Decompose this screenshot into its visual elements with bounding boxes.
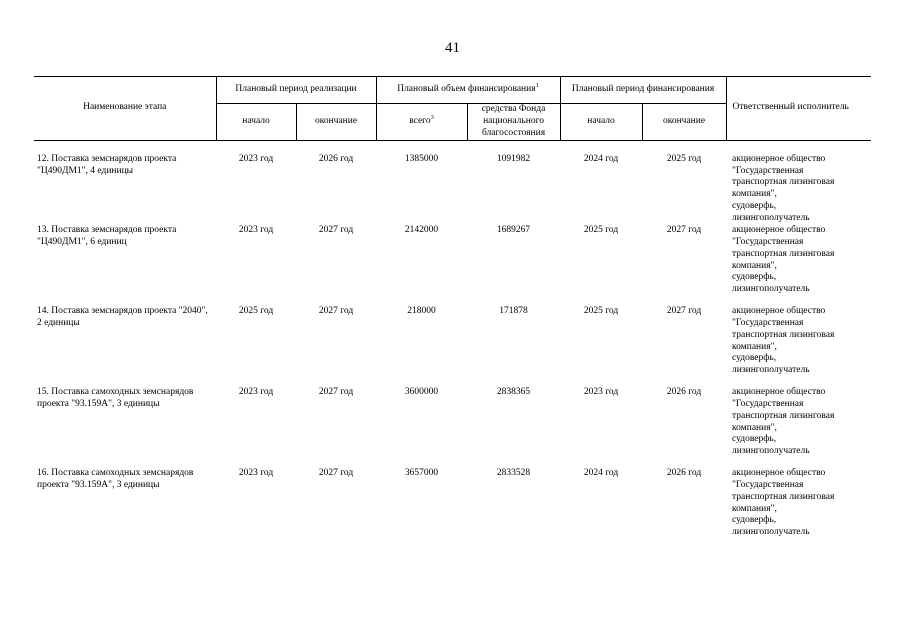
header-impl-period: Плановый период реализации xyxy=(216,77,376,104)
header-impl-start: начало xyxy=(216,104,296,141)
responsible-line: компания", xyxy=(732,422,777,433)
responsible-line: судоверфь, xyxy=(732,515,777,526)
fin-start-cell: 2025 год xyxy=(583,305,619,316)
responsible-line: транспортная лизинговая xyxy=(732,329,835,340)
stage-name-cell: 12. Поставка земснарядов проекта "Ц490ДМ1", 4 единицы xyxy=(37,153,177,176)
responsible-line: лизингополучатель xyxy=(732,213,810,223)
responsible-line: транспортная лизинговая xyxy=(732,177,835,188)
responsible-line: судоверфь, xyxy=(732,201,777,212)
responsible-line: транспортная лизинговая xyxy=(732,491,835,502)
stage-name-cell: 15. Поставка самоходных земснарядов проекта "93.159А", 3 единицы xyxy=(37,386,194,409)
responsible-line: судоверфь, xyxy=(732,353,777,364)
stage-name-cell: 14. Поставка земснарядов проекта "2040", 2 единицы xyxy=(37,305,208,328)
stages-table xyxy=(34,76,871,549)
header-total: всего$^3$ xyxy=(376,104,467,141)
header-stage-name: Наименование этапа xyxy=(34,77,216,141)
responsible-cell xyxy=(726,225,871,306)
fund-cell: 171878 xyxy=(499,305,528,316)
fund-cell: 1091982 xyxy=(496,153,531,164)
page-number: 41 xyxy=(445,40,460,56)
footnote-mark: 3 xyxy=(430,113,434,121)
fin-start-cell: 2024 год xyxy=(583,467,619,478)
impl-end-cell: 2026 год xyxy=(318,153,354,164)
impl-start-cell: 2023 год xyxy=(238,153,274,164)
fin-start-cell: 2023 год xyxy=(583,386,619,397)
responsible-cell xyxy=(726,306,871,387)
responsible-line: компания", xyxy=(732,341,777,352)
responsible-line: судоверфь, xyxy=(732,434,777,445)
fin-end-cell: 2025 год xyxy=(666,153,702,164)
impl-end-cell: 2027 год xyxy=(318,386,354,397)
table-row xyxy=(34,225,871,306)
footnote-mark: 1 xyxy=(535,81,539,89)
total-cell: 2142000 xyxy=(404,224,439,235)
total-cell: 3657000 xyxy=(404,467,439,478)
header-fin-end: окончание xyxy=(642,104,726,141)
fin-end-cell: 2026 год xyxy=(666,467,702,478)
responsible-line: акционерное общество xyxy=(732,305,826,316)
table-row xyxy=(34,140,871,225)
fin-end-cell: 2027 год xyxy=(666,224,702,235)
responsible-line: лизингополучатель xyxy=(732,284,810,295)
header-fin-start: начало xyxy=(560,104,642,141)
table-row xyxy=(34,306,871,387)
impl-start-cell: 2023 год xyxy=(238,386,274,397)
table-row xyxy=(34,387,871,468)
responsible-line: акционерное общество xyxy=(732,386,826,397)
responsible-line: акционерное общество xyxy=(732,153,826,164)
table-header xyxy=(34,77,871,141)
responsible-line: "Государственная xyxy=(732,398,804,409)
fin-start-cell: 2024 год xyxy=(583,153,619,164)
impl-end-cell: 2027 год xyxy=(318,305,354,316)
responsible-line: "Государственная xyxy=(732,236,804,247)
fin-end-cell: 2027 год xyxy=(666,305,702,316)
header-impl-end: окончание xyxy=(296,104,376,141)
responsible-cell xyxy=(726,468,871,549)
impl-end-cell: 2027 год xyxy=(318,224,354,235)
impl-end-cell: 2027 год xyxy=(318,467,354,478)
responsible-cell xyxy=(726,140,871,225)
fund-cell: 2838365 xyxy=(496,386,531,397)
total-cell: 1385000 xyxy=(404,153,439,164)
total-cell: 218000 xyxy=(407,305,436,316)
responsible-line: лизингополучатель xyxy=(732,527,810,538)
responsible-line: "Государственная xyxy=(732,165,804,176)
responsible-line: компания", xyxy=(732,260,777,271)
header-funding-period: Плановый период финансирования xyxy=(560,77,726,104)
responsible-line: лизингополучатель xyxy=(732,365,810,376)
stage-name-cell: 16. Поставка самоходных земснарядов проекта "93.159А", 3 единицы xyxy=(37,467,194,490)
header-funding-volume: Плановый объем финансирования$^1$ xyxy=(376,77,560,104)
impl-start-cell: 2023 год xyxy=(238,224,274,235)
impl-start-cell: 2025 год xyxy=(238,305,274,316)
table-body xyxy=(34,140,871,549)
fin-start-cell: 2025 год xyxy=(583,224,619,235)
responsible-line: акционерное общество xyxy=(732,467,826,478)
table-row xyxy=(34,468,871,549)
stage-name-cell: 13. Поставка земснарядов проекта "Ц490ДМ1", 6 единиц xyxy=(37,224,177,247)
responsible-line: судоверфь, xyxy=(732,272,777,283)
responsible-line: транспортная лизинговая xyxy=(732,410,835,421)
fund-cell: 2833528 xyxy=(496,467,531,478)
total-cell: 3600000 xyxy=(404,386,439,397)
responsible-line: "Государственная xyxy=(732,317,804,328)
header-fund: средства Фонда национального благосостояния xyxy=(467,104,560,141)
responsible-line: компания", xyxy=(732,189,777,200)
responsible-line: транспортная лизинговая xyxy=(732,248,835,259)
responsible-line: лизингополучатель xyxy=(732,446,810,457)
responsible-line: компания", xyxy=(732,503,777,514)
responsible-line: "Государственная xyxy=(732,479,804,490)
fin-end-cell: 2026 год xyxy=(666,386,702,397)
header-responsible: Ответственный исполнитель xyxy=(726,77,871,141)
responsible-line: акционерное общество xyxy=(732,224,826,235)
fund-cell: 1689267 xyxy=(496,224,531,235)
responsible-cell xyxy=(726,387,871,468)
impl-start-cell: 2023 год xyxy=(238,467,274,478)
